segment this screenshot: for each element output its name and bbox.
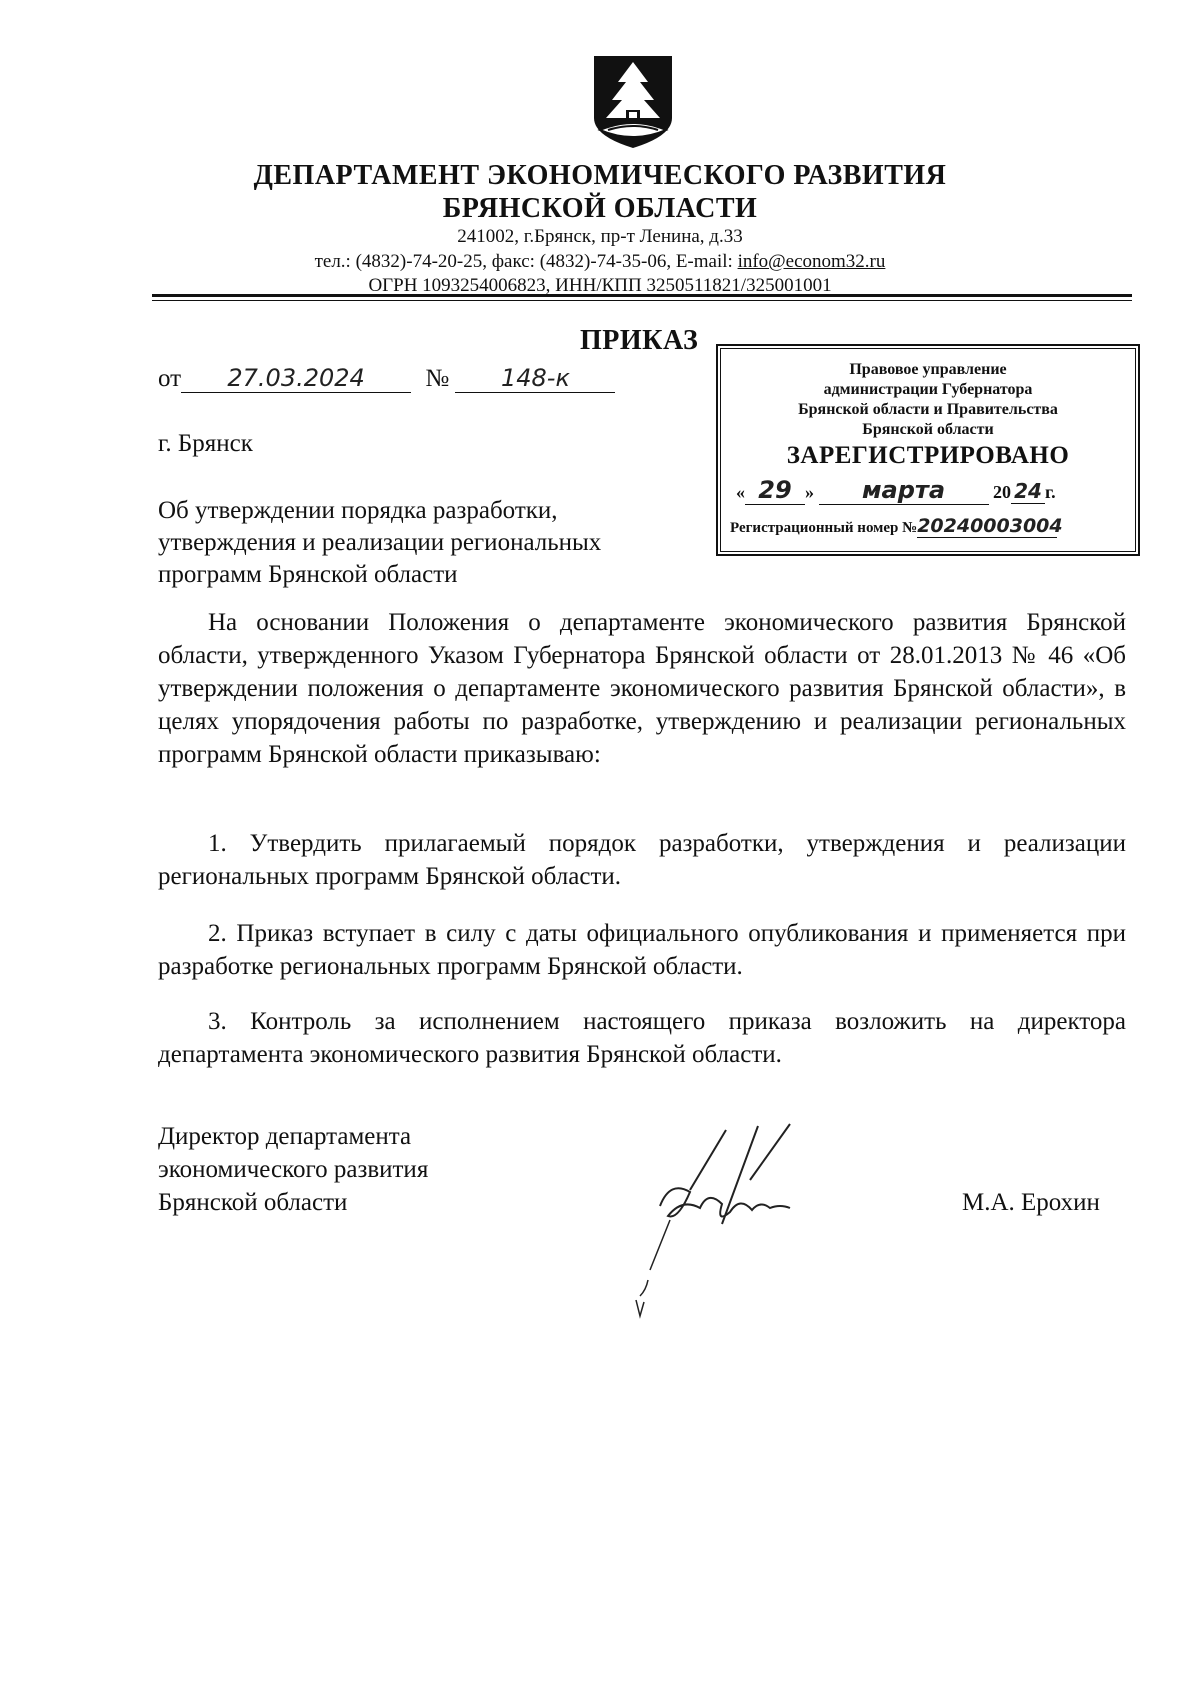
- stamp-reg-line: [718, 515, 1138, 538]
- order-item-3: [158, 1005, 1126, 1071]
- preamble-paragraph: [158, 606, 1126, 771]
- stamp-line: администрации Губернатора: [823, 381, 1033, 398]
- stamp-day: 29: [745, 476, 805, 505]
- subject-line: утверждения и реализации региональных: [158, 529, 602, 556]
- order-item-text: 2. Приказ вступает в силу с даты официального опубликования и применяется при разработке региональных программ Брянской области.: [158, 920, 1126, 980]
- number-sign: №: [425, 365, 450, 392]
- organization-address: 241002, г.Брянск, пр-т Ленина, д.33: [457, 226, 743, 247]
- document-subject: [158, 495, 601, 591]
- organization-name-line1: ДЕПАРТАМЕНТ ЭКОНОМИЧЕСКОГО РАЗВИТИЯ: [253, 160, 947, 191]
- order-item-2: [158, 917, 1126, 983]
- position-line: экономического развития: [158, 1156, 429, 1183]
- email-link[interactable]: info@econom32.ru: [737, 251, 886, 272]
- subject-line: Об утверждении порядка разработки,: [158, 497, 558, 524]
- organization-registry: ОГРН 1093254006823, ИНН/КПП 3250511821/325001001: [368, 275, 832, 296]
- preamble-text: На основании Положения о департаменте экономического развития Брянской области, утвержденного Указом Губернатора Брянской области от 28.01.2013 № 46 «Об утверждении положения о департаменте экономического развития Брянской области», в целях упорядочения работы по разработке, утверждению и реализации региональных программ Брянской области приказываю:: [158, 609, 1126, 768]
- stamp-year-prefix: 20: [993, 482, 1011, 502]
- stamp-line: Правовое управление: [849, 361, 1007, 378]
- organization-contacts: [0, 251, 1200, 273]
- stamp-year-suffix: 24: [1011, 479, 1045, 504]
- position-line: Директор департамента: [158, 1123, 412, 1150]
- contacts-text: тел.: (4832)-74-20-25, факс: (4832)-74-35-06, E-mail:: [314, 251, 738, 272]
- order-item-text: 3. Контроль за исполнением настоящего приказа возложить на директора департамента экономического развития Брянской области.: [158, 1008, 1126, 1068]
- registration-stamp: [716, 344, 1140, 556]
- stamp-registered: ЗАРЕГИСТРИРОВАНО: [786, 442, 1070, 469]
- subject-line: программ Брянской области: [158, 561, 458, 588]
- order-item-text: 1. Утвердить прилагаемый порядок разработки, утверждения и реализации региональных программ Брянской области.: [158, 830, 1126, 890]
- stamp-year-unit: г.: [1045, 482, 1056, 502]
- position-line: Брянской области: [158, 1189, 348, 1216]
- date-number-line: [158, 364, 615, 393]
- organization-name-line2: БРЯНСКОЙ ОБЛАСТИ: [442, 193, 758, 224]
- stamp-reg-number: 20240003004: [917, 515, 1063, 537]
- signatory-position: [158, 1120, 428, 1219]
- header-divider-thin: [152, 300, 1132, 301]
- document-date: 27.03.2024: [181, 364, 411, 393]
- header-divider-thick: [152, 294, 1132, 297]
- order-item-1: [158, 827, 1126, 893]
- coat-of-arms-emblem: [590, 52, 676, 150]
- stamp-month: марта: [819, 476, 989, 505]
- date-prefix: от: [158, 365, 182, 392]
- document-title: ПРИКАЗ: [580, 325, 699, 356]
- stamp-line: Брянской области и Правительства: [798, 401, 1058, 418]
- document-number: 148-к: [455, 364, 615, 393]
- handwritten-signature: [630, 1120, 850, 1320]
- signatory-name: М.А. Ерохин: [962, 1189, 1100, 1216]
- stamp-date-line: « 29 » марта 20 24 г.: [736, 476, 1056, 504]
- stamp-reg-label: Регистрационный номер №: [730, 520, 918, 536]
- city: г. Брянск: [158, 430, 253, 457]
- stamp-line: Брянской области: [862, 421, 994, 438]
